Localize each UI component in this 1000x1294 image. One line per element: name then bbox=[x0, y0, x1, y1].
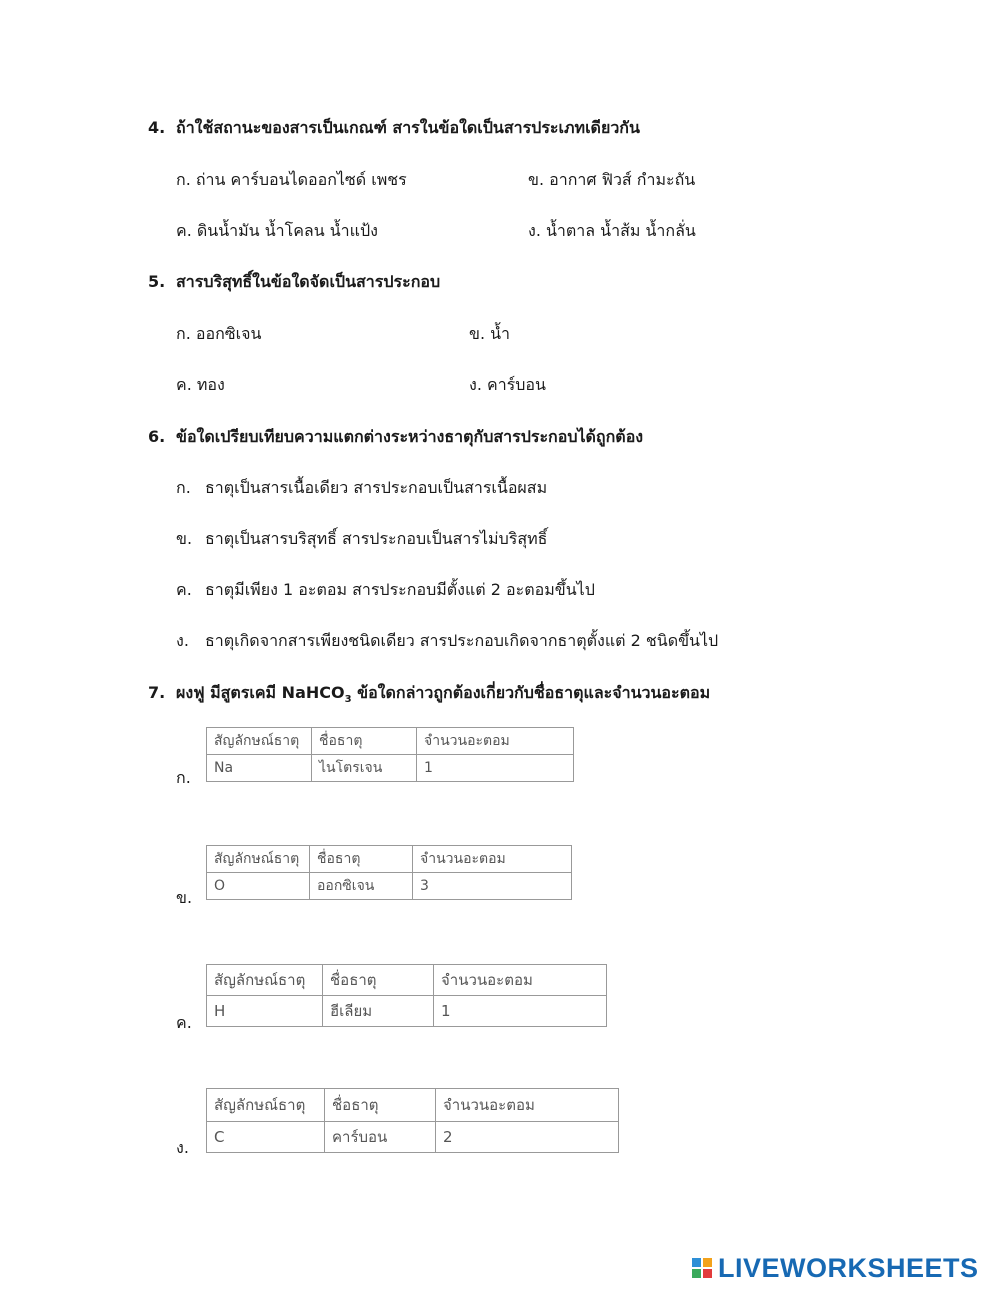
option-label: ข. bbox=[176, 529, 193, 548]
table-header-row bbox=[207, 728, 574, 755]
q7-option-a-label[interactable]: ก. bbox=[176, 768, 191, 787]
cell-count: 1 bbox=[417, 755, 574, 782]
question-text: สารบริสุทธิ์ในข้อใดจัดเป็นสารประกอบ bbox=[176, 272, 441, 291]
header-count: จำนวนอะตอม bbox=[413, 846, 572, 873]
q7-option-c-label[interactable]: ค. bbox=[176, 1013, 192, 1032]
q4-option-a[interactable]: ก. ถ่าน คาร์บอนไดออกไซด์ เพชร bbox=[176, 170, 407, 189]
option-label: ค. bbox=[176, 580, 192, 599]
q6-option-b[interactable] bbox=[176, 527, 547, 552]
option-label: ก. bbox=[176, 478, 191, 497]
q4-option-c[interactable]: ค. ดินน้ำมัน น้ำโคลน น้ำแป้ง bbox=[176, 221, 378, 240]
question-text: ข้อใดเปรียบเทียบความแตกต่างระหว่างธาตุกับสารประกอบได้ถูกต้อง bbox=[176, 427, 644, 446]
q7-option-b-label[interactable]: ข. bbox=[176, 888, 193, 907]
header-symbol: สัญลักษณ์ธาตุ bbox=[207, 846, 310, 873]
formula-subscript: 3 bbox=[344, 694, 352, 706]
question-text-part: ข้อใดกล่าวถูกต้องเกี่ยวกับชื่อธาตุและจำนวนอะตอม bbox=[351, 683, 711, 702]
q7-option-b-table[interactable] bbox=[206, 845, 572, 900]
header-name: ชื่อธาตุ bbox=[312, 728, 417, 755]
question-5 bbox=[148, 270, 440, 295]
question-text-part: ผงฟู มีสูตรเคมี NaHCO bbox=[176, 683, 345, 702]
header-symbol: สัญลักษณ์ธาตุ bbox=[207, 1089, 325, 1122]
question-text bbox=[176, 683, 711, 706]
cell-count: 2 bbox=[436, 1122, 619, 1153]
question-number: 7. bbox=[148, 683, 166, 702]
liveworksheets-logo bbox=[692, 1253, 979, 1283]
cell-symbol: H bbox=[207, 996, 323, 1027]
table-header-row bbox=[207, 1089, 619, 1122]
q7-option-d-table[interactable] bbox=[206, 1088, 619, 1153]
question-4 bbox=[148, 116, 640, 141]
q7-option-d-label[interactable]: ง. bbox=[176, 1138, 189, 1157]
table-row bbox=[207, 996, 607, 1027]
option-label: ง. bbox=[176, 631, 189, 650]
table-row bbox=[207, 755, 574, 782]
header-count: จำนวนอะตอม bbox=[434, 965, 607, 996]
q5-option-d[interactable]: ง. คาร์บอน bbox=[469, 375, 546, 394]
table-row bbox=[207, 873, 572, 900]
header-count: จำนวนอะตอม bbox=[436, 1089, 619, 1122]
q7-option-a-table[interactable] bbox=[206, 727, 574, 782]
q5-option-b[interactable]: ข. น้ำ bbox=[469, 324, 511, 343]
cell-symbol: Na bbox=[207, 755, 312, 782]
header-symbol: สัญลักษณ์ธาตุ bbox=[207, 965, 323, 996]
header-count: จำนวนอะตอม bbox=[417, 728, 574, 755]
cell-name: คาร์บอน bbox=[325, 1122, 436, 1153]
header-name: ชื่อธาตุ bbox=[310, 846, 413, 873]
question-number: 5. bbox=[148, 272, 166, 291]
q4-option-b[interactable]: ข. อากาศ ฟิวส์ กำมะถัน bbox=[528, 170, 696, 189]
cell-name: ไนโตรเจน bbox=[312, 755, 417, 782]
q4-option-d[interactable]: ง. น้ำตาล น้ำส้ม น้ำกลั่น bbox=[528, 221, 696, 240]
option-text: ธาตุเกิดจากสารเพียงชนิดเดียว สารประกอบเกิดจากธาตุตั้งแต่ 2 ชนิดขึ้นไป bbox=[205, 631, 719, 650]
question-number: 6. bbox=[148, 427, 166, 446]
q6-option-d[interactable] bbox=[176, 629, 718, 654]
q7-option-c-table[interactable] bbox=[206, 964, 607, 1027]
question-text: ถ้าใช้สถานะของสารเป็นเกณฑ์ สารในข้อใดเป็นสารประเภทเดียวกัน bbox=[176, 118, 640, 137]
question-6 bbox=[148, 425, 643, 450]
q6-option-c[interactable] bbox=[176, 578, 595, 603]
question-7 bbox=[148, 681, 710, 706]
table-header-row bbox=[207, 965, 607, 996]
cell-name: ฮีเลียม bbox=[323, 996, 434, 1027]
cell-symbol: O bbox=[207, 873, 310, 900]
option-text: ธาตุเป็นสารบริสุทธิ์ สารประกอบเป็นสารไม่บริสุทธิ์ bbox=[205, 529, 548, 548]
header-name: ชื่อธาตุ bbox=[325, 1089, 436, 1122]
q5-option-c[interactable]: ค. ทอง bbox=[176, 375, 225, 394]
cell-count: 1 bbox=[434, 996, 607, 1027]
table-header-row bbox=[207, 846, 572, 873]
header-symbol: สัญลักษณ์ธาตุ bbox=[207, 728, 312, 755]
q5-option-a[interactable]: ก. ออกซิเจน bbox=[176, 324, 262, 343]
header-name: ชื่อธาตุ bbox=[323, 965, 434, 996]
question-number: 4. bbox=[148, 118, 166, 137]
logo-text: LIVEWORKSHEETS bbox=[718, 1252, 979, 1283]
cell-name: ออกซิเจน bbox=[310, 873, 413, 900]
option-text: ธาตุมีเพียง 1 อะตอม สารประกอบมีตั้งแต่ 2 อะตอมขึ้นไป bbox=[205, 580, 595, 599]
cell-symbol: C bbox=[207, 1122, 325, 1153]
cell-count: 3 bbox=[413, 873, 572, 900]
q6-option-a[interactable] bbox=[176, 476, 547, 501]
table-row bbox=[207, 1122, 619, 1153]
option-text: ธาตุเป็นสารเนื้อเดียว สารประกอบเป็นสารเนื้อผสม bbox=[205, 478, 548, 497]
logo-blocks-icon bbox=[692, 1258, 712, 1278]
